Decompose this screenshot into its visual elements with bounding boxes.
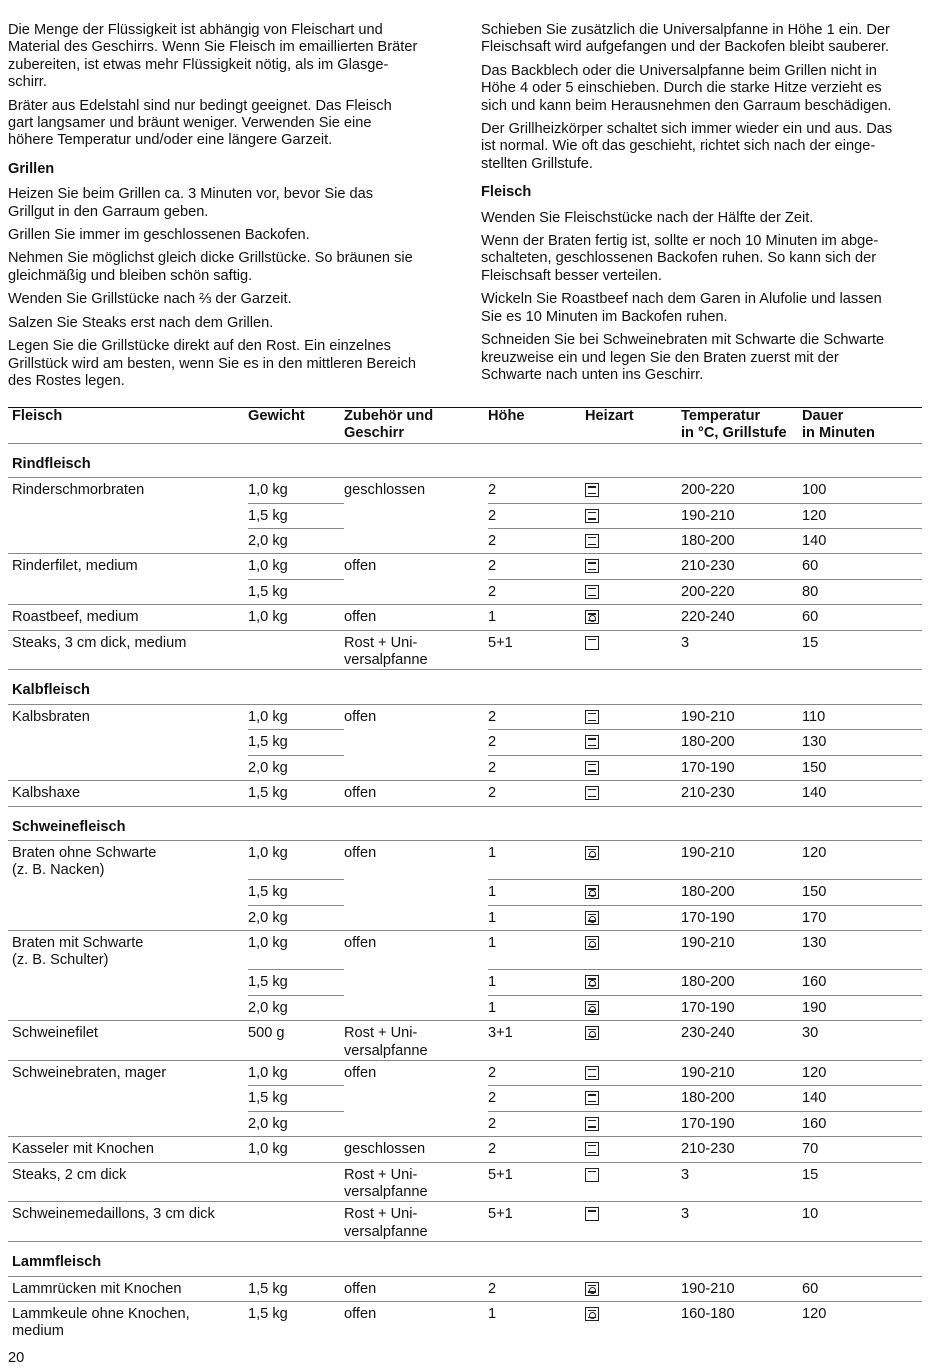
table-row xyxy=(8,704,922,729)
section-row xyxy=(8,670,922,704)
meat-cooking-table xyxy=(8,407,922,1341)
left-text-column xyxy=(8,22,453,396)
table-row xyxy=(8,1021,922,1061)
top-bottom-heat-icon xyxy=(585,559,599,573)
duration-cell: 60 xyxy=(802,605,922,630)
meat-name-cell: Braten mit Schwarte (z. B. Schulter) xyxy=(8,931,248,970)
accessory-cell xyxy=(344,529,488,554)
weight-cell: 1,5 kg xyxy=(248,579,344,604)
weight-cell: 2,0 kg xyxy=(248,1111,344,1136)
meat-name-cell xyxy=(8,1086,248,1111)
top-bottom-heat-icon xyxy=(585,534,599,548)
heating-mode-cell xyxy=(585,1086,681,1111)
weight-cell: 1,5 kg xyxy=(248,880,344,905)
fan-heat-icon xyxy=(585,885,599,899)
heating-mode-cell xyxy=(585,630,681,670)
shelf-level-cell: 2 xyxy=(488,579,585,604)
heating-mode-cell xyxy=(585,781,681,806)
accessory-cell xyxy=(344,1086,488,1111)
duration-cell: 140 xyxy=(802,781,922,806)
paragraph: Schneiden Sie bei Schweinebraten mit Schwarte die Schwarte kreuzweise ein und legen Sie den Braten zuerst mit der Schwarte nach unten ins Geschirr. xyxy=(481,332,885,383)
top-bottom-heat-icon xyxy=(585,483,599,497)
shelf-level-cell: 2 xyxy=(488,1060,585,1085)
fan-heat-icon xyxy=(585,975,599,989)
heating-mode-cell xyxy=(585,605,681,630)
weight-cell: 500 g xyxy=(248,1021,344,1061)
meat-name-cell: Kalbshaxe xyxy=(8,781,248,806)
accessory-cell: offen xyxy=(344,840,488,879)
heating-mode-cell xyxy=(585,478,681,503)
table-row xyxy=(8,755,922,780)
temperature-cell: 190-210 xyxy=(681,1060,802,1085)
top-bottom-heat-icon xyxy=(585,1091,599,1105)
weight-cell: 1,0 kg xyxy=(248,478,344,503)
meat-name-cell xyxy=(8,905,248,930)
table-row xyxy=(8,970,922,995)
shelf-level-cell: 1 xyxy=(488,880,585,905)
temperature-cell: 180-200 xyxy=(681,970,802,995)
top-bottom-heat-icon xyxy=(585,1142,599,1156)
temperature-cell: 180-200 xyxy=(681,880,802,905)
shelf-level-cell: 3+1 xyxy=(488,1021,585,1061)
shelf-level-cell: 2 xyxy=(488,755,585,780)
meat-name-cell: Roastbeef, medium xyxy=(8,605,248,630)
table-row xyxy=(8,503,922,528)
table-row xyxy=(8,931,922,970)
heating-mode-cell xyxy=(585,970,681,995)
accessory-cell xyxy=(344,503,488,528)
shelf-level-cell: 1 xyxy=(488,605,585,630)
header-gewicht: Gewicht xyxy=(248,408,344,444)
heating-mode-cell xyxy=(585,995,681,1020)
weight-cell: 1,5 kg xyxy=(248,730,344,755)
paragraph: Das Backblech oder die Universalpfanne beim Grillen nicht in Höhe 4 oder 5 einschieben. Durch die starke Hitze verzieht es sich und kann beim Herausnehmen den Garraum beschädigen. xyxy=(481,62,892,114)
heating-mode-cell xyxy=(585,840,681,879)
section-heading: Fleisch xyxy=(481,184,532,201)
shelf-level-cell: 2 xyxy=(488,529,585,554)
weight-cell: 1,5 kg xyxy=(248,1302,344,1341)
paragraph: Schieben Sie zusätzlich die Universalpfanne in Höhe 1 ein. Der Fleischsaft wird aufgefangen und der Backofen bleibt sauberer. xyxy=(481,22,890,56)
accessory-cell: geschlossen xyxy=(344,478,488,503)
meat-name-cell: Schweinefilet xyxy=(8,1021,248,1061)
heating-mode-cell xyxy=(585,503,681,528)
weight-cell: 1,0 kg xyxy=(248,605,344,630)
weight-cell: 1,5 kg xyxy=(248,970,344,995)
temperature-cell: 170-190 xyxy=(681,905,802,930)
fan-heat-icon xyxy=(585,1282,599,1296)
accessory-cell: Rost + Uni- versalpfanne xyxy=(344,1021,488,1061)
right-text-column xyxy=(481,22,931,390)
paragraph: Wenn der Braten fertig ist, sollte er noch 10 Minuten im abge- schalteten, geschlossenen Backofen ruhen. So kann sich der Fleischsaft besser verteilen. xyxy=(481,233,879,284)
header-heizart: Heizart xyxy=(585,408,681,444)
duration-cell: 60 xyxy=(802,554,922,579)
paragraph: Salzen Sie Steaks erst nach dem Grillen. xyxy=(8,314,274,331)
shelf-level-cell: 1 xyxy=(488,1302,585,1341)
weight-cell: 2,0 kg xyxy=(248,755,344,780)
table-row xyxy=(8,781,922,806)
weight-cell: 1,5 kg xyxy=(248,781,344,806)
shelf-level-cell: 2 xyxy=(488,1111,585,1136)
meat-name-cell: Braten ohne Schwarte (z. B. Nacken) xyxy=(8,840,248,879)
shelf-level-cell: 1 xyxy=(488,840,585,879)
heating-mode-cell xyxy=(585,1276,681,1301)
accessory-cell xyxy=(344,880,488,905)
accessory-cell xyxy=(344,730,488,755)
heating-mode-cell xyxy=(585,1202,681,1242)
paragraph: Nehmen Sie möglichst gleich dicke Grillstücke. So bräunen sie gleichmäßig und bleiben schön saftig. xyxy=(8,250,413,284)
weight-cell: 1,5 kg xyxy=(248,503,344,528)
shelf-level-cell: 1 xyxy=(488,931,585,970)
temperature-cell: 170-190 xyxy=(681,1111,802,1136)
meat-name-cell xyxy=(8,755,248,780)
accessory-cell xyxy=(344,905,488,930)
accessory-cell xyxy=(344,1111,488,1136)
fan-heat-icon xyxy=(585,911,599,925)
grill-icon xyxy=(585,1168,599,1182)
heating-mode-cell xyxy=(585,529,681,554)
table-row xyxy=(8,1276,922,1301)
weight-cell: 1,0 kg xyxy=(248,554,344,579)
heating-mode-cell xyxy=(585,579,681,604)
duration-cell: 60 xyxy=(802,1276,922,1301)
meat-name-cell: Steaks, 3 cm dick, medium xyxy=(8,630,248,670)
paragraph: Wenden Sie Fleischstücke nach der Hälfte der Zeit. xyxy=(481,209,814,226)
table-row xyxy=(8,1111,922,1136)
heating-mode-cell xyxy=(585,880,681,905)
duration-cell: 160 xyxy=(802,1111,922,1136)
duration-cell: 170 xyxy=(802,905,922,930)
duration-cell: 10 xyxy=(802,1202,922,1242)
shelf-level-cell: 2 xyxy=(488,554,585,579)
accessory-cell: offen xyxy=(344,605,488,630)
paragraph: Grillen Sie immer im geschlossenen Backofen. xyxy=(8,227,310,244)
table-row xyxy=(8,1162,922,1202)
accessory-cell: Rost + Uni- versalpfanne xyxy=(344,1162,488,1202)
fan-heat-icon xyxy=(585,846,599,860)
temperature-cell: 190-210 xyxy=(681,1276,802,1301)
meat-name-cell xyxy=(8,730,248,755)
table-row xyxy=(8,1302,922,1341)
table-row xyxy=(8,730,922,755)
temperature-cell: 210-230 xyxy=(681,1137,802,1162)
paragraph: Der Grillheizkörper schaltet sich immer wieder ein und aus. Das ist normal. Wie oft das geschieht, richtet sich nach der einge- stellten Grillstufe. xyxy=(481,121,893,172)
table-row xyxy=(8,1137,922,1162)
accessory-cell: offen xyxy=(344,781,488,806)
fan-heat-icon xyxy=(585,936,599,950)
meat-name-cell: Kalbsbraten xyxy=(8,704,248,729)
temperature-cell: 3 xyxy=(681,630,802,670)
temperature-cell: 160-180 xyxy=(681,1302,802,1341)
meat-name-cell xyxy=(8,1111,248,1136)
duration-cell: 100 xyxy=(802,478,922,503)
paragraph: Die Menge der Flüssigkeit ist abhängig von Fleischart und Material des Geschirrs. Wenn Sie Fleisch im emaillierten Bräter zubereiten, ist etwas mehr Flüssigkeit nötig, als im Glasge- schirr. xyxy=(8,22,418,91)
temperature-cell: 200-220 xyxy=(681,478,802,503)
table-row xyxy=(8,579,922,604)
weight-cell: 1,0 kg xyxy=(248,840,344,879)
top-bottom-heat-icon xyxy=(585,786,599,800)
header-hoehe: Höhe xyxy=(488,408,585,444)
shelf-level-cell: 2 xyxy=(488,704,585,729)
paragraph: Bräter aus Edelstahl sind nur bedingt geeignet. Das Fleisch gart langsamer und bräunt weniger. Verwenden Sie eine höhere Temperatur und/oder eine längere Garzeit. xyxy=(8,97,392,149)
heating-mode-cell xyxy=(585,1137,681,1162)
paragraph: Wenden Sie Grillstücke nach ⅔ der Garzeit. xyxy=(8,291,292,308)
section-heading: Grillen xyxy=(8,160,55,177)
duration-cell: 30 xyxy=(802,1021,922,1061)
temperature-cell: 3 xyxy=(681,1162,802,1202)
duration-cell: 190 xyxy=(802,995,922,1020)
heating-mode-cell xyxy=(585,931,681,970)
page-number: 20 xyxy=(8,1350,25,1366)
accessory-cell: geschlossen xyxy=(344,1137,488,1162)
fan-heat-icon xyxy=(585,610,599,624)
accessory-cell: offen xyxy=(344,1060,488,1085)
accessory-cell: offen xyxy=(344,931,488,970)
duration-cell: 15 xyxy=(802,630,922,670)
weight-cell: 1,0 kg xyxy=(248,704,344,729)
meat-name-cell xyxy=(8,880,248,905)
fan-heat-icon xyxy=(585,1026,599,1040)
weight-cell xyxy=(248,1162,344,1202)
weight-cell xyxy=(248,630,344,670)
section-title: Schweinefleisch xyxy=(8,806,922,840)
weight-cell: 2,0 kg xyxy=(248,529,344,554)
meat-name-cell: Rinderfilet, medium xyxy=(8,554,248,579)
weight-cell: 1,5 kg xyxy=(248,1276,344,1301)
heating-mode-cell xyxy=(585,1111,681,1136)
meat-name-cell: Schweinebraten, mager xyxy=(8,1060,248,1085)
weight-cell: 2,0 kg xyxy=(248,995,344,1020)
meat-name-cell: Lammrücken mit Knochen xyxy=(8,1276,248,1301)
table-row xyxy=(8,605,922,630)
fan-heat-icon xyxy=(585,1001,599,1015)
table-row xyxy=(8,995,922,1020)
temperature-cell: 180-200 xyxy=(681,1086,802,1111)
top-bottom-heat-icon xyxy=(585,585,599,599)
header-fleisch: Fleisch xyxy=(8,408,248,444)
shelf-level-cell: 1 xyxy=(488,905,585,930)
top-bottom-heat-icon xyxy=(585,509,599,523)
duration-cell: 80 xyxy=(802,579,922,604)
duration-cell: 140 xyxy=(802,1086,922,1111)
accessory-cell: offen xyxy=(344,554,488,579)
duration-cell: 15 xyxy=(802,1162,922,1202)
meat-name-cell: Rinderschmorbraten xyxy=(8,478,248,503)
duration-cell: 130 xyxy=(802,730,922,755)
temperature-cell: 210-230 xyxy=(681,554,802,579)
accessory-cell xyxy=(344,755,488,780)
shelf-level-cell: 5+1 xyxy=(488,630,585,670)
top-bottom-heat-icon xyxy=(585,1066,599,1080)
temperature-cell: 230-240 xyxy=(681,1021,802,1061)
heating-mode-cell xyxy=(585,1302,681,1341)
duration-cell: 120 xyxy=(802,840,922,879)
shelf-level-cell: 2 xyxy=(488,1137,585,1162)
table-row xyxy=(8,529,922,554)
top-bottom-heat-icon xyxy=(585,735,599,749)
heating-mode-cell xyxy=(585,554,681,579)
table-row xyxy=(8,554,922,579)
duration-cell: 110 xyxy=(802,704,922,729)
accessory-cell xyxy=(344,579,488,604)
heating-mode-cell xyxy=(585,1021,681,1061)
header-temperatur: Temperatur in °C, Grillstufe xyxy=(681,408,802,444)
meat-name-cell xyxy=(8,579,248,604)
meat-name-cell: Steaks, 2 cm dick xyxy=(8,1162,248,1202)
temperature-cell: 3 xyxy=(681,1202,802,1242)
section-title: Kalbfleisch xyxy=(8,670,922,704)
heating-mode-cell xyxy=(585,905,681,930)
shelf-level-cell: 5+1 xyxy=(488,1162,585,1202)
weight-cell: 1,0 kg xyxy=(248,1137,344,1162)
table-row xyxy=(8,478,922,503)
temperature-cell: 190-210 xyxy=(681,503,802,528)
meat-name-cell xyxy=(8,503,248,528)
temperature-cell: 220-240 xyxy=(681,605,802,630)
shelf-level-cell: 2 xyxy=(488,1276,585,1301)
duration-cell: 140 xyxy=(802,529,922,554)
temperature-cell: 190-210 xyxy=(681,840,802,879)
accessory-cell xyxy=(344,970,488,995)
meat-name-cell xyxy=(8,529,248,554)
header-zubehoer: Zubehör und Geschirr xyxy=(344,408,488,444)
duration-cell: 150 xyxy=(802,755,922,780)
section-row xyxy=(8,1242,922,1276)
paragraph: Legen Sie die Grillstücke direkt auf den Rost. Ein einzelnes Grillstück wird am besten, wenn Sie es in den mittleren Bereich des Rostes legen. xyxy=(8,338,416,389)
heating-mode-cell xyxy=(585,755,681,780)
temperature-cell: 170-190 xyxy=(681,755,802,780)
section-title: Rindfleisch xyxy=(8,443,922,477)
temperature-cell: 180-200 xyxy=(681,730,802,755)
grill-icon xyxy=(585,1207,599,1221)
meat-name-cell: Kasseler mit Knochen xyxy=(8,1137,248,1162)
accessory-cell: offen xyxy=(344,1302,488,1341)
paragraph: Heizen Sie beim Grillen ca. 3 Minuten vor, bevor Sie das Grillgut in den Garraum geben. xyxy=(8,186,374,220)
temperature-cell: 170-190 xyxy=(681,995,802,1020)
table-row xyxy=(8,630,922,670)
temperature-cell: 180-200 xyxy=(681,529,802,554)
section-title: Lammfleisch xyxy=(8,1242,922,1276)
weight-cell: 1,0 kg xyxy=(248,1060,344,1085)
table-row xyxy=(8,1060,922,1085)
shelf-level-cell: 5+1 xyxy=(488,1202,585,1242)
shelf-level-cell: 1 xyxy=(488,970,585,995)
accessory-cell: offen xyxy=(344,1276,488,1301)
section-row xyxy=(8,806,922,840)
shelf-level-cell: 2 xyxy=(488,781,585,806)
top-bottom-heat-icon xyxy=(585,761,599,775)
temperature-cell: 190-210 xyxy=(681,704,802,729)
accessory-cell: Rost + Uni- versalpfanne xyxy=(344,1202,488,1242)
shelf-level-cell: 2 xyxy=(488,503,585,528)
accessory-cell: offen xyxy=(344,704,488,729)
temperature-cell: 210-230 xyxy=(681,781,802,806)
top-bottom-heat-icon xyxy=(585,710,599,724)
weight-cell: 1,5 kg xyxy=(248,1086,344,1111)
heating-mode-cell xyxy=(585,730,681,755)
table-row xyxy=(8,905,922,930)
duration-cell: 120 xyxy=(802,1060,922,1085)
temperature-cell: 190-210 xyxy=(681,931,802,970)
heating-mode-cell xyxy=(585,1162,681,1202)
section-row xyxy=(8,443,922,477)
shelf-level-cell: 2 xyxy=(488,1086,585,1111)
heating-mode-cell xyxy=(585,1060,681,1085)
duration-cell: 150 xyxy=(802,880,922,905)
paragraph: Wickeln Sie Roastbeef nach dem Garen in Alufolie und lassen Sie es 10 Minuten im Backofen ruhen. xyxy=(481,291,882,325)
grill-icon xyxy=(585,636,599,650)
heating-mode-cell xyxy=(585,704,681,729)
temperature-cell: 200-220 xyxy=(681,579,802,604)
table-row xyxy=(8,1202,922,1242)
meat-name-cell xyxy=(8,995,248,1020)
shelf-level-cell: 2 xyxy=(488,730,585,755)
shelf-level-cell: 2 xyxy=(488,478,585,503)
fan-heat-icon xyxy=(585,1307,599,1321)
meat-name-cell xyxy=(8,970,248,995)
header-dauer: Dauer in Minuten xyxy=(802,408,922,444)
accessory-cell xyxy=(344,995,488,1020)
table-header-row xyxy=(8,408,922,444)
shelf-level-cell: 1 xyxy=(488,995,585,1020)
accessory-cell: Rost + Uni- versalpfanne xyxy=(344,630,488,670)
duration-cell: 120 xyxy=(802,503,922,528)
table-row xyxy=(8,840,922,879)
top-bottom-heat-icon xyxy=(585,1117,599,1131)
duration-cell: 130 xyxy=(802,931,922,970)
table-row xyxy=(8,1086,922,1111)
weight-cell: 2,0 kg xyxy=(248,905,344,930)
table-row xyxy=(8,880,922,905)
meat-name-cell: Lammkeule ohne Knochen, medium xyxy=(8,1302,248,1341)
weight-cell: 1,0 kg xyxy=(248,931,344,970)
weight-cell xyxy=(248,1202,344,1242)
duration-cell: 70 xyxy=(802,1137,922,1162)
duration-cell: 120 xyxy=(802,1302,922,1341)
duration-cell: 160 xyxy=(802,970,922,995)
meat-name-cell: Schweinemedaillons, 3 cm dick xyxy=(8,1202,248,1242)
